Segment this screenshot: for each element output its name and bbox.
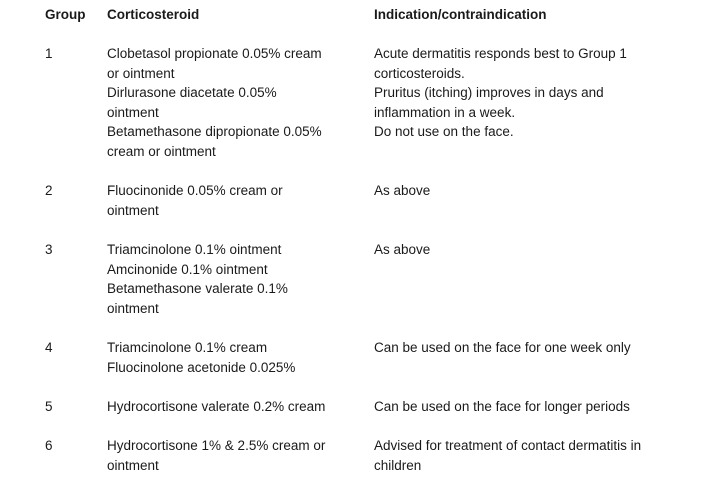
corticosteroid-line: Betamethasone dipropionate 0.05% <box>107 124 322 139</box>
indication-cell <box>374 181 704 201</box>
corticosteroid-line: ointment <box>107 457 159 473</box>
header-corticosteroid: Corticosteroid <box>107 7 200 22</box>
indication-cell <box>374 338 704 358</box>
group-label: 5 <box>45 399 53 414</box>
indication-line: corticosteroids. <box>374 65 465 81</box>
corticosteroid-line: Dirlurasone diacetate 0.05% <box>107 85 277 100</box>
group-number <box>45 338 100 358</box>
indication-line: Can be used on the face for longer periods <box>374 399 630 414</box>
group-label: 4 <box>45 340 53 355</box>
corticosteroid-cell <box>107 338 357 377</box>
indication-line: Acute dermatitis responds best to Group 1 <box>374 46 627 61</box>
corticosteroid-line: Betamethasone valerate 0.1% <box>107 281 288 296</box>
corticosteroid-line: cream or ointment <box>107 143 216 159</box>
corticosteroid-line: or ointment <box>107 65 175 81</box>
corticosteroid-line: Hydrocortisone 1% & 2.5% cream or <box>107 438 326 453</box>
corticosteroid-line: Fluocinonide 0.05% cream or <box>107 183 283 198</box>
indication-cell <box>374 44 704 142</box>
header-indication: Indication/contraindication <box>374 7 547 22</box>
corticosteroid-cell <box>107 436 357 475</box>
corticosteroid-line: Triamcinolone 0.1% cream <box>107 340 268 355</box>
corticosteroid-line: ointment <box>107 202 159 218</box>
corticosteroid-line: Hydrocortisone valerate 0.2% cream <box>107 399 326 414</box>
indication-line: Pruritus (itching) improves in days and <box>374 85 604 100</box>
corticosteroid-line: Amcinonide 0.1% ointment <box>107 261 268 277</box>
corticosteroid-line: Clobetasol propionate 0.05% cream <box>107 46 322 61</box>
group-number <box>45 181 100 201</box>
indication-cell <box>374 397 704 417</box>
corticosteroid-cell <box>107 397 357 417</box>
group-number <box>45 240 100 260</box>
group-label: 1 <box>45 46 53 61</box>
indication-line: Advised for treatment of contact dermatitis in <box>374 438 642 453</box>
group-number <box>45 397 100 417</box>
indication-line: As above <box>374 183 431 198</box>
indication-line: Do not use on the face. <box>374 124 514 139</box>
group-number <box>45 436 100 456</box>
corticosteroid-cell <box>107 181 357 220</box>
corticosteroid-cell <box>107 240 357 318</box>
corticosteroid-line: Triamcinolone 0.1% ointment <box>107 242 282 257</box>
corticosteroid-line: Fluocinolone acetonide 0.025% <box>107 359 296 375</box>
indication-line: As above <box>374 242 431 257</box>
indication-line: children <box>374 457 422 473</box>
indication-line: Can be used on the face for one week only <box>374 340 631 355</box>
indication-cell <box>374 240 704 260</box>
group-label: 3 <box>45 242 53 257</box>
table-header <box>0 5 727 25</box>
indication-cell <box>374 436 704 475</box>
group-number <box>45 44 100 64</box>
corticosteroid-line: ointment <box>107 300 159 316</box>
header-group: Group <box>45 7 86 22</box>
corticosteroid-cell <box>107 44 357 161</box>
group-label: 2 <box>45 183 53 198</box>
indication-line: inflammation in a week. <box>374 104 516 120</box>
corticosteroid-line: ointment <box>107 104 159 120</box>
group-label: 6 <box>45 438 53 453</box>
